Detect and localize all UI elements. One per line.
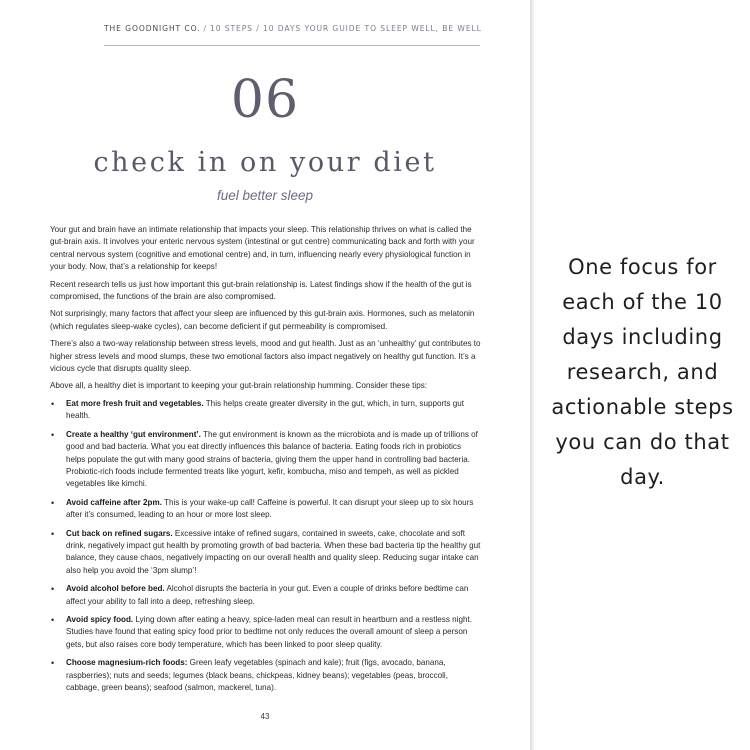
tip-text: Excessive intake of refined sugars, contained in sweets, cake, chocolate and soft drink, negatively impact gut health by promoting growth of bad bacteria. When these bad bacteria tip the healthy gut balance, they cause chaos, negatively impacting on our overall health and quality sleep. Reducing sugar intake can also help you avoid the ‘3pm slump’! bbox=[66, 528, 481, 575]
tip-text: The gut environment is known as the microbiota and is made up of trillions of good and bad bacteria. What you eat directly influences this balance of bacteria. Eating foods rich in probiotics helps populate the gut with many good strains of bacteria, giving them the upper hand in controlling bad bacteria. Probiotic-rich foods include fermented treats like yogurt, kefir, kombucha, miso and tempeh, as well as pickled vegetables like kimchi. bbox=[66, 429, 478, 489]
paragraph: There’s also a two-way relationship between stress levels, mood and gut health. Just as an ‘unhealthy’ gut contributes to higher stress levels and mood slumps, these two emotional factors also impact negatively on healthy gut function. It’s a vicious cycle that disrupts quality sleep. bbox=[50, 339, 481, 374]
tip-text: Lying down after eating a heavy, spice-laden meal can result in heartburn and a restless night. Studies have found that eating spicy food prior to bedtime not only reduces the overall amount of sleep a person gets, but also raises core body temperature, which has been linked to poor sleep quality. bbox=[66, 614, 472, 649]
tip-item bbox=[50, 497, 482, 522]
paragraph: Recent research tells us just how important this gut-brain relationship is. Latest findings show if the health of the gut is compromised, the functions of the brain are also compromised. bbox=[50, 279, 472, 302]
header-tagline: 10 STEPS / 10 DAYS YOUR GUIDE TO SLEEP WELL, BE WELL bbox=[209, 24, 482, 33]
tip-text: Green leafy vegetables (spinach and kale); fruit (figs, avocado, banana, raspberries); nuts and seeds; legumes (black beans, chickpeas, kidney beans); vegetables (peas, broccoli, cabbage, green beans); seafood (salmon, mackerel, tuna). bbox=[66, 658, 448, 692]
tip-item bbox=[50, 657, 482, 694]
tip-heading: Choose magnesium-rich foods: bbox=[66, 658, 188, 668]
page-number: 43 bbox=[260, 712, 270, 721]
tip-text: This is your wake-up call! Caffeine is powerful. It can disrupt your sleep up to six hours after it’s consumed, leading to an hour or more lost sleep. bbox=[66, 497, 474, 520]
tip-item bbox=[50, 614, 482, 651]
header-separator: / bbox=[203, 24, 207, 33]
paragraph: Above all, a healthy diet is important to keeping your gut-brain relationship humming. Consider these tips: bbox=[50, 381, 428, 391]
chapter-subtitle: fuel better sleep bbox=[216, 188, 314, 203]
side-caption: One focus for each of the 10 days including research, and actionable steps you can do that day. bbox=[551, 255, 734, 489]
tip-item bbox=[50, 583, 482, 608]
tip-item bbox=[50, 528, 482, 578]
brand-name: THE GOODNIGHT CO. bbox=[104, 24, 201, 33]
tip-heading: Eat more fresh fruit and vegetables. bbox=[66, 398, 204, 408]
tip-text: Alcohol disrupts the bacteria in your gut. Even a couple of drinks before bedtime can affect your ability to fall into a deep, refreshing sleep. bbox=[66, 584, 469, 606]
chapter-number: 06 bbox=[230, 70, 300, 130]
tip-heading: Avoid spicy food. bbox=[66, 614, 134, 624]
tip-heading: Cut back on refined sugars. bbox=[66, 528, 173, 538]
paragraph: Not surprisingly, many factors that affect your sleep are influenced by this gut-brain axis. Hormones, such as melatonin (which regulates sleep-wake cycles), can become deficient if gut permeability is compromised. bbox=[50, 309, 475, 331]
tip-heading: Avoid caffeine after 2pm. bbox=[66, 497, 162, 507]
tip-heading: Create a healthy ‘gut environment’. bbox=[66, 429, 201, 439]
chapter-title: check in on your diet bbox=[93, 147, 437, 178]
running-header bbox=[104, 24, 484, 33]
page-edge-shadow bbox=[530, 0, 536, 750]
paragraph: Your gut and brain have an intimate relationship that impacts your sleep. This relationship thrives on what is called the gut-brain axis. It involves your enteric nervous system (intestinal or gut centre) communicating back and forth with your central nervous system (cognitive and emotional centre) and, in turn, influencing nearly every physiological function in your body. Now, that’s a relationship for keeps! bbox=[50, 225, 475, 272]
tip-heading: Avoid alcohol before bed. bbox=[66, 584, 165, 594]
header-divider bbox=[104, 45, 480, 46]
body-text bbox=[50, 224, 482, 700]
tip-item bbox=[50, 429, 482, 491]
tips-list bbox=[50, 398, 482, 695]
tip-item bbox=[50, 398, 482, 423]
tip-text: This helps create greater diversity in the gut, which, in turn, supports gut health. bbox=[66, 398, 464, 421]
